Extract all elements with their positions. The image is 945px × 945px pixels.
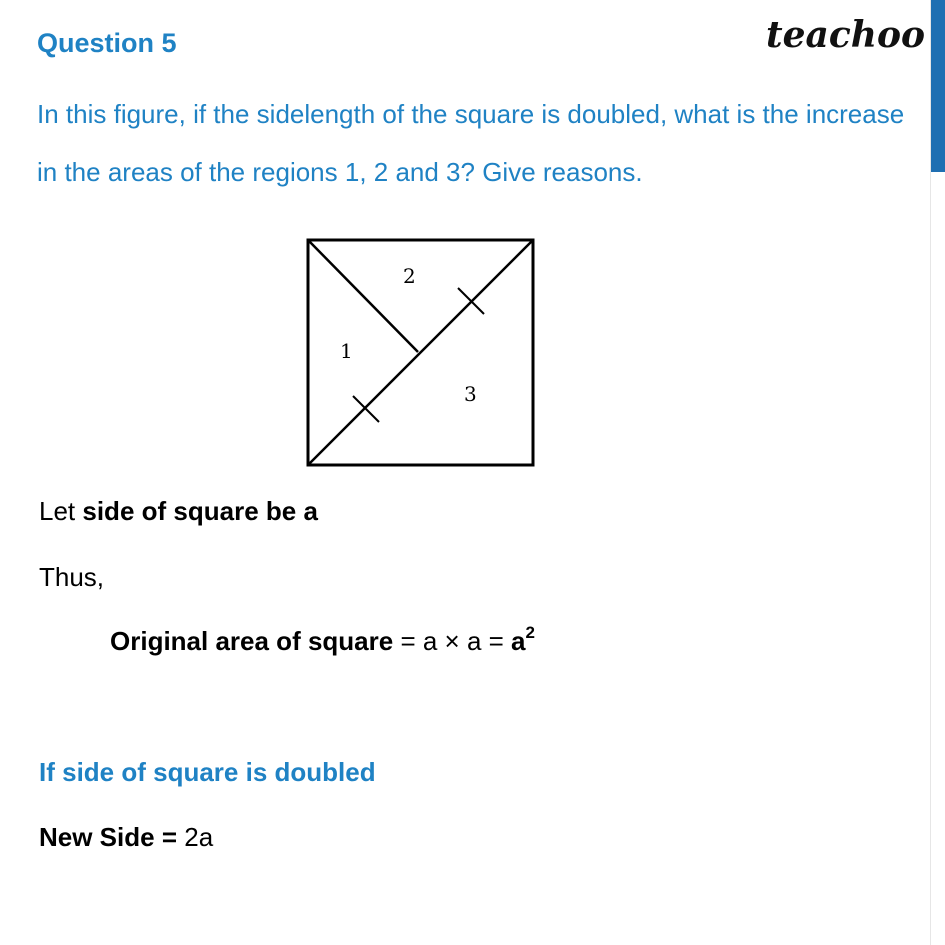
let-line (39, 495, 318, 527)
original-area-line (110, 625, 535, 657)
inner-segment (308, 240, 418, 352)
region-label-2: 2 (403, 264, 416, 288)
tick-mark-lower (353, 396, 379, 422)
let-bold: side of square be a (82, 496, 318, 526)
doubled-heading: If side of square is doubled (39, 757, 376, 787)
new-side-value: 2a (184, 822, 214, 852)
let-prefix: Let (39, 496, 83, 526)
square-figure (300, 232, 540, 472)
question-text: In this figure, if the sidelength of the square is doubled, what is the increase in the areas of the regions 1, 2 and 3? Give reasons. (37, 99, 905, 187)
region-label-1: 1 (340, 339, 353, 363)
scrollbar-thumb[interactable] (931, 0, 945, 172)
original-area-expr: = a × a = (393, 626, 512, 656)
brand-logo: teachoo (766, 14, 925, 56)
new-side-label: New Side = (39, 822, 185, 852)
thus-line: Thus, (39, 562, 105, 592)
original-area-result: $a^2$ (511, 623, 535, 656)
question-label: Question 5 (37, 28, 177, 58)
new-side-line (39, 821, 213, 853)
region-label-3: 3 (464, 382, 477, 406)
original-area-label: Original area of square (110, 626, 394, 656)
